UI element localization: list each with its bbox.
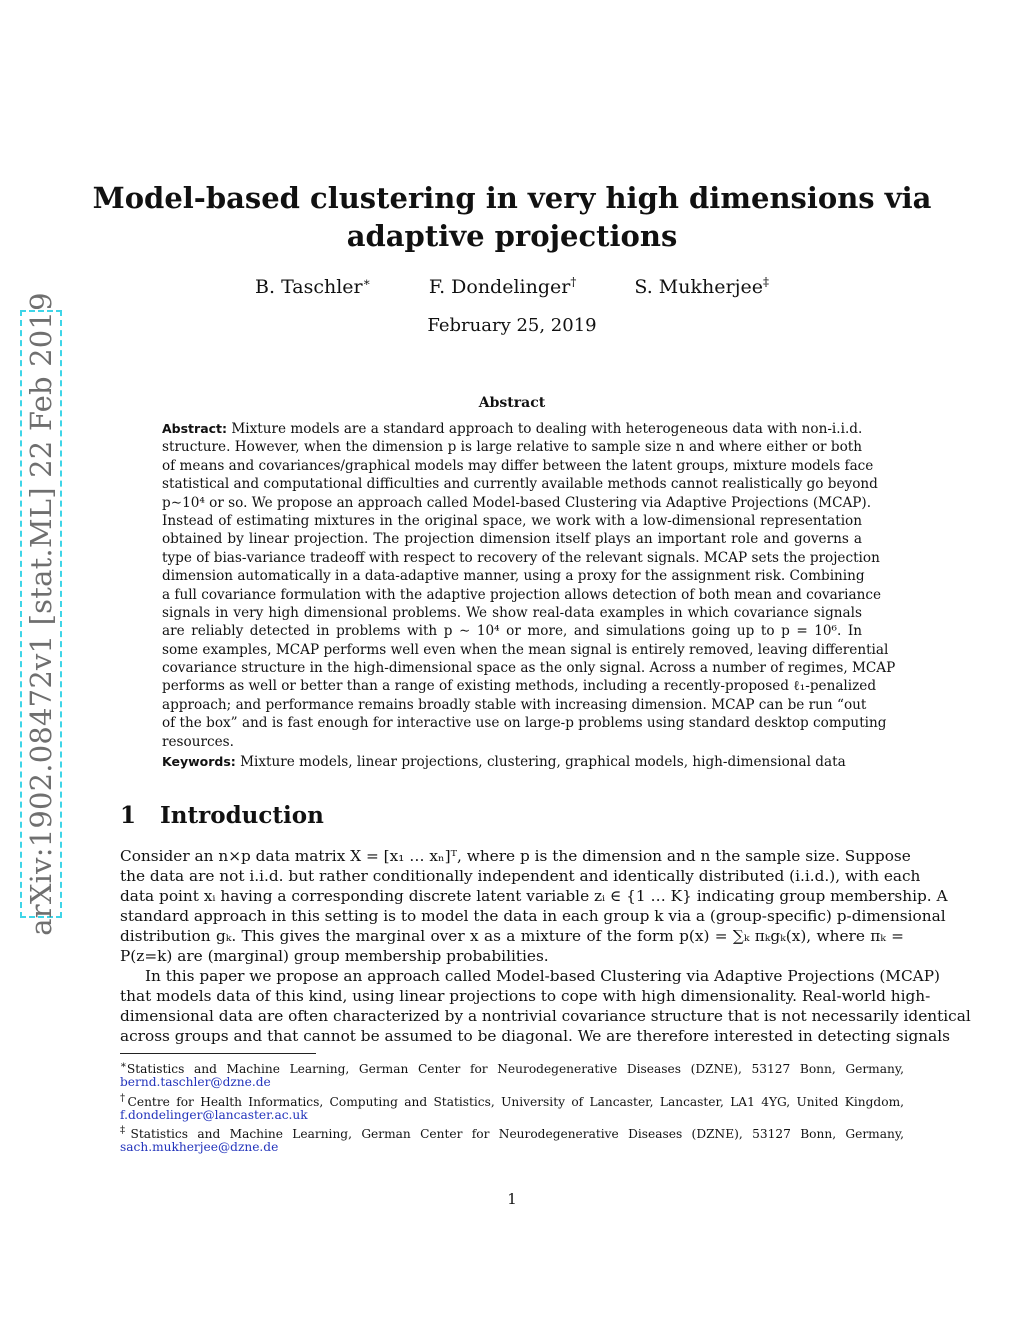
abstract-line: statistical and computational difficulties and currently available methods cannot realistically go beyond bbox=[162, 476, 878, 493]
footnote-email[interactable]: sach.mukherjee@dzne.de bbox=[120, 1140, 279, 1155]
footnote-rule bbox=[120, 1053, 316, 1054]
section-heading bbox=[120, 802, 324, 829]
intro-line: dimensional data are often characterized by a nontrivial covariance structure that is not necessarily identical bbox=[120, 1007, 971, 1025]
abstract-line: some examples, MCAP performs well even when the mean signal is entirely removed, leaving differential bbox=[162, 641, 889, 658]
abstract-line: dimension automatically in a data-adaptive manner, using a proxy for the assignment risk. Combining bbox=[162, 568, 865, 585]
footnote-email[interactable]: bernd.taschler@dzne.de bbox=[120, 1075, 271, 1090]
intro-line: distribution gₖ. This gives the marginal over x as a mixture of the form p(x) = ∑ₖ πₖgₖ(x), where πₖ = bbox=[120, 927, 904, 945]
paper-title-line-2: adaptive projections bbox=[346, 219, 678, 253]
intro-line: that models data of this kind, using linear projections to cope with high dimensionality. Real-world high- bbox=[120, 987, 931, 1005]
author: S. Mukherjee‡ bbox=[634, 275, 769, 299]
abstract-line: Abstract: Mixture models are a standard approach to dealing with heterogeneous data with non-i.i.d. bbox=[162, 421, 863, 437]
intro-line: data point xᵢ having a corresponding discrete latent variable zᵢ ∈ {1 … K} indicating group membership. A bbox=[120, 887, 948, 905]
footnote-line: †Centre for Health Informatics, Computing and Statistics, University of Lancaster, Lancaster, LA1 4YG, United Kingdom, bbox=[120, 1092, 905, 1109]
abstract-line: p∼10⁴ or so. We propose an approach called Model-based Clustering via Adaptive Projections (MCAP). bbox=[162, 494, 872, 511]
footnotes bbox=[120, 1058, 904, 1156]
intro-line: P(z=k) are (marginal) group membership probabilities. bbox=[120, 947, 549, 965]
abstract-line: of means and covariances/graphical models may differ between the latent groups, mixture models face bbox=[162, 457, 874, 474]
section-title: Introduction bbox=[160, 802, 324, 829]
keywords-text: Mixture models, linear projections, clustering, graphical models, high-dimensional data bbox=[235, 754, 846, 770]
abstract-line: Instead of estimating mixtures in the original space, we work with a low-dimensional representation bbox=[162, 512, 862, 529]
footnote-line: ∗Statistics and Machine Learning, German Center for Neurodegenerative Diseases (DZNE), 53127 Bonn, Germany, bbox=[120, 1060, 904, 1077]
abstract-line: signals in very high dimensional problems. We show real-data examples in which covariance signals bbox=[162, 604, 862, 621]
abstract-line: are reliably detected in problems with p ∼ 10⁴ or more, and simulations going up to p = 10⁶. In bbox=[162, 623, 862, 640]
intro-line: In this paper we propose an approach called Model-based Clustering via Adaptive Projections (MCAP) bbox=[145, 967, 940, 985]
abstract-line: covariance structure in the high-dimensional space as the only signal. Across a number of regimes, MCAP bbox=[162, 660, 896, 677]
abstract-label: Abstract: bbox=[162, 421, 228, 436]
keywords bbox=[162, 754, 862, 770]
intro-text bbox=[120, 846, 971, 1046]
section-number: 1 bbox=[120, 802, 137, 829]
abstract-heading: Abstract bbox=[478, 395, 546, 411]
abstract-line: a full covariance formulation with the adaptive projection allows detection of both mean and covariance bbox=[162, 586, 882, 603]
abstract-line: type of bias-variance tradeoff with respect to recovery of the relevant signals. MCAP sets the projection bbox=[162, 549, 880, 566]
intro-line: the data are not i.i.d. but rather conditionally independent and identically distributed (i.i.d.), with each bbox=[120, 867, 921, 885]
footnote-line: ‡Statistics and Machine Learning, German Center for Neurodegenerative Diseases (DZNE), 53127 Bonn, Germany, bbox=[120, 1125, 904, 1142]
abstract-line: performs as well or better than a range of existing methods, including a recently-proposed ℓ₁-penalized bbox=[162, 678, 877, 695]
author: F. Dondelinger† bbox=[428, 275, 577, 299]
abstract-line: resources. bbox=[162, 733, 234, 750]
abstract-line: obtained by linear projection. The projection dimension itself plays an important role and governs a bbox=[162, 531, 862, 548]
arxiv-id: arXiv:1902.08472v1 [stat.ML] 22 Feb 2019 bbox=[24, 292, 58, 936]
author-list bbox=[0, 275, 1024, 298]
abstract-line: structure. However, when the dimension p is large relative to sample size n and where either or both bbox=[162, 439, 862, 456]
intro-line: standard approach in this setting is to model the data in each group k via a (group-specific) p-dimensional bbox=[120, 907, 946, 925]
intro-line: Consider an n×p data matrix X = [x₁ … xₙ]ᵀ, where p is the dimension and n the sample size. Suppose bbox=[120, 847, 911, 865]
author: B. Taschler∗ bbox=[255, 275, 371, 299]
paper-date: February 25, 2019 bbox=[427, 315, 597, 336]
abstract-body bbox=[162, 420, 896, 751]
paper-title-line-1: Model-based clustering in very high dimensions via bbox=[92, 181, 932, 215]
abstract-line: of the box” and is fast enough for interactive use on large-p problems using standard desktop computing bbox=[162, 715, 887, 732]
abstract-line: approach; and performance remains broadly stable with increasing dimension. MCAP can be run “out bbox=[162, 696, 867, 713]
keywords-label: Keywords: bbox=[162, 754, 236, 769]
footnote-email[interactable]: f.dondelinger@lancaster.ac.uk bbox=[120, 1107, 308, 1122]
page-number: 1 bbox=[507, 1190, 517, 1208]
intro-line: across groups and that cannot be assumed to be diagonal. We are therefore interested in detecting signals bbox=[120, 1027, 950, 1045]
